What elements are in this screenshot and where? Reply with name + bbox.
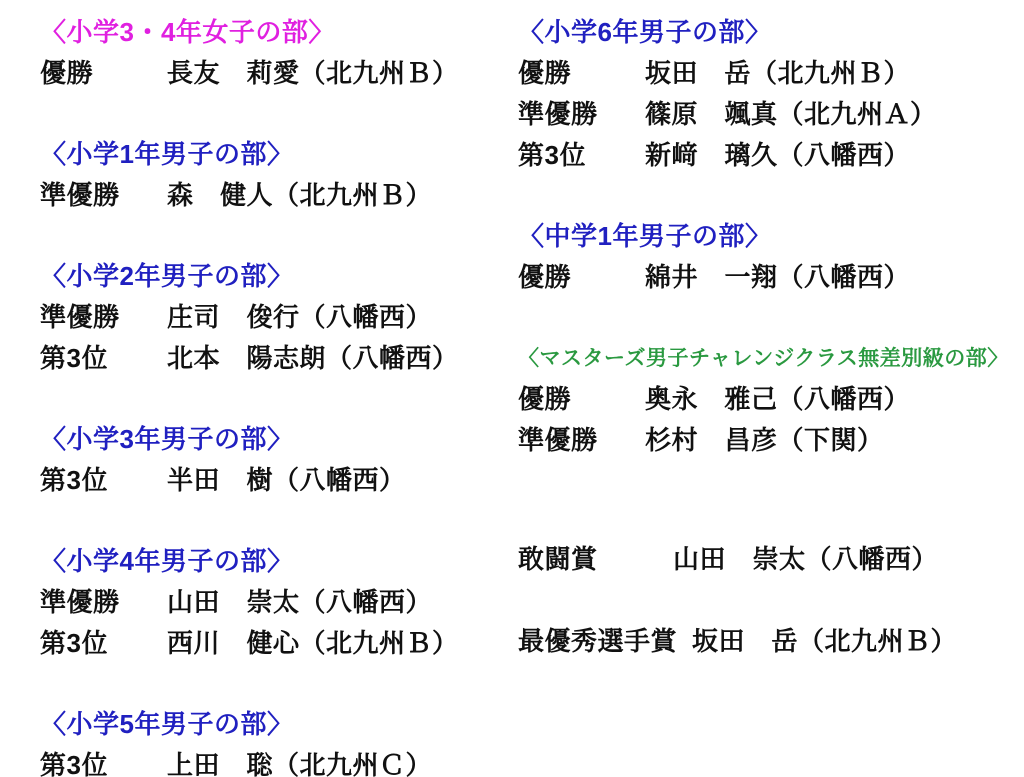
athlete-name: 杉村 昌彦（下関） — [645, 425, 884, 455]
section-heading: 〈小学5年男子の部〉 — [40, 709, 294, 739]
rank-label: 準優勝 — [40, 180, 120, 210]
mvp-award-line — [518, 619, 1018, 660]
result-line — [518, 418, 1018, 459]
fighting-spirit-award-line — [518, 537, 1018, 578]
rank-label: 優勝 — [518, 262, 572, 292]
results-column-left — [40, 10, 510, 777]
award-label: 敢闘賞 — [518, 544, 598, 574]
section-es-boys-5 — [40, 702, 510, 777]
athlete-name: 山田 崇太（八幡西） — [167, 587, 433, 617]
section-heading: 〈小学2年男子の部〉 — [40, 261, 294, 291]
athlete-name: 森 健人（北九州Ｂ） — [167, 180, 433, 210]
section-heading: 〈マスターズ男子チャレンジクラス無差別級の部〉 — [518, 346, 1009, 370]
result-line — [40, 621, 510, 662]
section-heading: 〈小学3年男子の部〉 — [40, 424, 294, 454]
athlete-name: 新﨑 璃久（八幡西） — [645, 140, 911, 170]
result-line — [518, 51, 1018, 92]
rank-label: 第3位 — [40, 628, 108, 658]
athlete-name: 篠原 颯真（北九州Ａ） — [645, 99, 937, 129]
rank-label: 第3位 — [40, 465, 108, 495]
rank-label: 準優勝 — [518, 425, 598, 455]
section-heading: 〈小学3・4年女子の部〉 — [40, 17, 335, 47]
rank-label: 優勝 — [518, 58, 572, 88]
athlete-name: 坂田 岳（北九州Ｂ） — [645, 58, 911, 88]
section-es-boys-4 — [40, 539, 510, 662]
result-line — [518, 133, 1018, 174]
special-awards — [518, 537, 1018, 660]
section-es-girls-3-4 — [40, 10, 510, 92]
result-line — [40, 580, 510, 621]
rank-label: 優勝 — [40, 58, 94, 88]
section-masters-challenge-openweight — [518, 336, 1018, 459]
athlete-name: 坂田 岳（北九州Ｂ） — [692, 626, 958, 656]
results-column-right — [518, 10, 1018, 660]
athlete-name: 北本 陽志朗（八幡西） — [167, 343, 459, 373]
athlete-name: 長友 莉愛（北九州Ｂ） — [167, 58, 459, 88]
rank-label: 準優勝 — [40, 587, 120, 617]
section-es-boys-3 — [40, 417, 510, 499]
rank-label: 準優勝 — [40, 302, 120, 332]
section-heading: 〈小学1年男子の部〉 — [40, 139, 294, 169]
athlete-name: 西川 健心（北九州Ｂ） — [167, 628, 459, 658]
athlete-name: 綿井 一翔（八幡西） — [645, 262, 911, 292]
result-line — [40, 295, 510, 336]
rank-label: 優勝 — [518, 384, 572, 414]
athlete-name: 半田 樹（八幡西） — [167, 465, 406, 495]
result-line — [518, 255, 1018, 296]
athlete-name: 奥永 雅己（八幡西） — [645, 384, 911, 414]
section-es-boys-6 — [518, 10, 1018, 174]
athlete-name: 山田 崇太（八幡西） — [673, 544, 939, 574]
rank-label: 第3位 — [40, 750, 108, 777]
athlete-name: 庄司 俊行（八幡西） — [167, 302, 433, 332]
result-line — [40, 173, 510, 214]
result-line — [40, 458, 510, 499]
result-line — [518, 92, 1018, 133]
rank-label: 準優勝 — [518, 99, 598, 129]
rank-label: 第3位 — [518, 140, 586, 170]
result-line — [40, 336, 510, 377]
section-es-boys-2 — [40, 254, 510, 377]
athlete-name: 上田 聡（北九州Ｃ） — [167, 750, 433, 777]
section-heading: 〈中学1年男子の部〉 — [518, 221, 772, 251]
result-line — [40, 743, 510, 777]
section-jhs-boys-1 — [518, 214, 1018, 296]
rank-label: 第3位 — [40, 343, 108, 373]
section-es-boys-1 — [40, 132, 510, 214]
section-heading: 〈小学6年男子の部〉 — [518, 17, 772, 47]
award-label: 最優秀選手賞 — [518, 626, 678, 656]
result-line — [518, 377, 1018, 418]
section-heading: 〈小学4年男子の部〉 — [40, 546, 294, 576]
result-line — [40, 51, 510, 92]
